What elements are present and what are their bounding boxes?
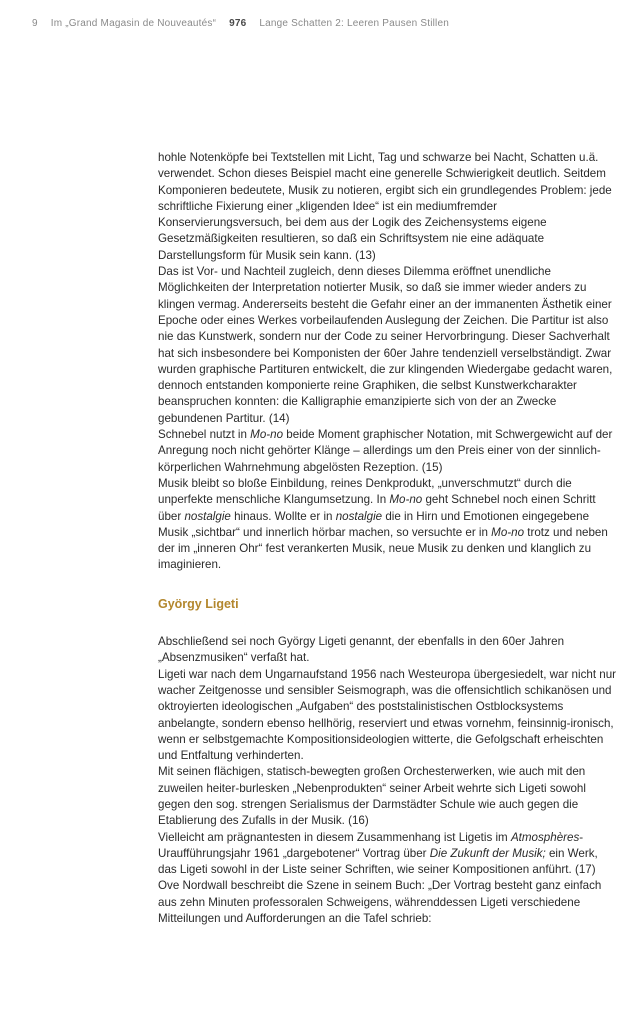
paragraph: Ligeti war nach dem Ungarnaufstand 1956 nach Westeuropa übergesiedelt, war nicht nur wacher Zeitgenosse und sensibler Seismograph, was die offensichtlich schikanösen und oktroyierten ideologischen „Aufgaben“ des poststalinistischen Ostblocksystems anbelangte, sondern ebenso hellhörig, reserviert und etwas vornehm, feinsinnig-ironisch, wenn er selbstgemachte Kompositionsideologien witterte, die Gefolgschaft erheischten und Entfaltung verhinderten. [158, 667, 617, 763]
text-run: die in Hirn und Emotionen eingegebene Musik „sichtbar“ und innerlich hörbar machen, so versuchte er in [158, 509, 590, 539]
text-run: ein Werk, das Ligeti sowohl in der Liste seiner Schriften, wie seiner Kompositionen anführt. (17) Ove Nordwall beschreibt die Szene in seinem Buch: „Der Vortrag besteht ganz einfach aus zehn Minuten professoralen Schweigens, währenddessen Ligeti verschiedene Mitteilungen und Aufforderungen an die Tafel schrieb: [158, 846, 602, 926]
paragraph [158, 427, 618, 476]
text-run: trotz und neben der im „inneren Ohr“ fest verankerten Musik, neue Musik zu denken und klanglich zu imaginieren. [158, 525, 608, 572]
text-run: Musik bleibt so bloße Einbildung, reines Denkprodukt, „unverschmutzt“ durch die unperfekte menschliche Klangumsetzung. In [158, 476, 572, 507]
paragraph: Mit seinen flächigen, statisch-bewegten großen Orchesterwerken, wie auch mit den zuweilen heiter-burlesken „Nebenprodukten“ seiner Arbeit wehrte sich Ligeti sowohl gegen den sog. strengen Serialismus der Darmstädter Schule wie auch gegen die Etablierung des Zufalls in der Musik. (16) [158, 765, 586, 828]
text-run: hinaus. Wollte er in [230, 509, 336, 523]
work-title: nostalgie [184, 509, 231, 523]
work-title: Die Zukunft der Musik; [429, 846, 546, 860]
paragraph [158, 476, 618, 574]
paragraph: Das ist Vor- und Nachteil zugleich, denn dieses Dilemma eröffnet unendliche Möglichkeiten der Interpretation notierter Musik, so daß sie immer wieder anders zu klingen vermag. Andererseits besteht die Gefahr einer an der immanenten Ästhetik einer Epoche oder eines Werkes vorbeilaufenden Auslegung der Zeichen. Die Partitur ist also nie das Kunstwerk, sondern nur der Code zu seiner Hervorbringung. Dieser Sachverhalt hat sich insbesondere bei Komponisten der 60er Jahre tendenziell verselbständigt. Zwar wurden graphische Partituren entwickelt, die zur klingenden Wiedergabe gedacht waren, dennoch entstanden komponierte reine Graphiken, die selbst Kunstwerkcharakter beanspruchen konnten: die Kalligraphie emanzipierte sich von der an Zwecke gebundenen Partitur. (14) [158, 265, 613, 425]
paragraph [158, 830, 618, 928]
section-heading: György Ligeti [158, 596, 239, 611]
paragraph: hohle Notenköpfe bei Textstellen mit Licht, Tag und schwarze bei Nacht, Schatten u.ä. verwendet. Schon dieses Beispiel macht eine generelle Schwierigkeit deutlich. Seitdem Komponieren bedeutete, Musik zu notieren, ergibt sich ein grundlegendes Problem: jede schriftliche Fixierung einer „kligenden Idee“ ist ein mediumfremder Konservierungsversuch, bei dem aus der Logik des Zeichensystems eigene Gesetzmäßigkeiten resultieren, so daß ein Schriftsystem nie eine adäquate Darstellungsform für Musik sein kann. (13) [158, 151, 612, 262]
running-title: Lange Schatten 2: Leeren Pausen Stillen [259, 18, 449, 29]
work-title: Mo-no [389, 493, 423, 507]
text-run: Vielleicht am prägnantesten in diesem Zusammenhang ist Ligetis im [158, 830, 511, 844]
work-title: Mo-no [250, 428, 284, 442]
work-title: Atmosphères [510, 830, 580, 844]
text-run: geht Schnebel noch einen Schritt über [158, 493, 596, 523]
chapter-title: Im „Grand Magasin de Nouveautés“ [50, 18, 217, 29]
paragraph: Abschließend sei noch György Ligeti genannt, der ebenfalls in den 60er Jahren „Absenzmusiken“ verfaßt hat. [158, 635, 565, 665]
text-run: Schnebel nutzt in [158, 428, 251, 442]
text-run: beide Moment graphischer Notation, mit Schwergewicht auf der Anregung noch nicht gehörter Klänge – allerdings um den Preis einer von der sinnlich-körperlichen Wahrnehmung abgelösten Rezeption. (15) [158, 428, 613, 474]
page-number: 976 [229, 18, 247, 29]
work-title: nostalgie [335, 509, 383, 523]
main-text [158, 150, 618, 927]
text-run: -Uraufführungsjahr 1961 „dargebotener“ Vortrag über [158, 830, 584, 860]
work-title: Mo-no [491, 525, 525, 539]
running-header [32, 18, 459, 29]
chapter-number: 9 [32, 18, 38, 29]
